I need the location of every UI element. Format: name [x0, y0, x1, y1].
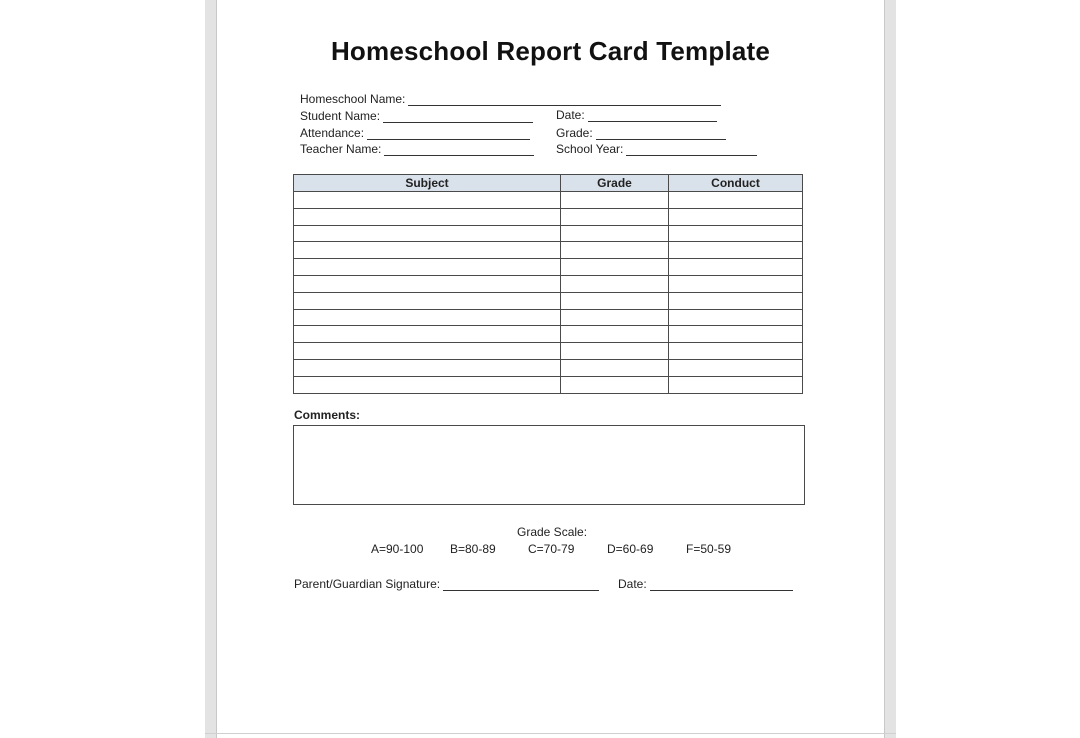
table-header-row [294, 175, 803, 192]
conduct-cell[interactable] [669, 326, 803, 343]
table-row [294, 359, 803, 376]
grade-cell[interactable] [561, 225, 669, 242]
grade-line[interactable] [596, 129, 726, 140]
document-title: Homeschool Report Card Template [330, 36, 771, 66]
grade-cell[interactable] [561, 192, 669, 209]
grade-scale-a: A=90-100 [371, 542, 424, 556]
student-name-field[interactable] [300, 109, 533, 123]
subject-cell[interactable] [294, 208, 561, 225]
conduct-cell[interactable] [669, 292, 803, 309]
grade-scale-f: F=50-59 [686, 542, 732, 556]
conduct-cell[interactable] [669, 376, 803, 393]
signature-date-field[interactable] [618, 577, 793, 591]
conduct-cell[interactable] [669, 359, 803, 376]
table-row [294, 192, 803, 209]
subject-cell[interactable] [294, 292, 561, 309]
grade-column-header: Grade [561, 175, 669, 192]
grade-cell[interactable] [561, 359, 669, 376]
conduct-cell[interactable] [669, 259, 803, 276]
school-year-field[interactable] [556, 142, 757, 156]
grade-cell[interactable] [561, 259, 669, 276]
parent-signature-line[interactable] [443, 580, 599, 591]
right-page-gutter [884, 0, 896, 738]
conduct-cell[interactable] [669, 208, 803, 225]
table-row [294, 326, 803, 343]
table-row [294, 343, 803, 360]
grade-label: Grade: [556, 126, 593, 140]
grades-table [293, 174, 803, 394]
grade-scale-title: Grade Scale: [517, 525, 588, 539]
subject-column-header: Subject [294, 175, 561, 192]
subject-cell[interactable] [294, 309, 561, 326]
grade-cell[interactable] [561, 292, 669, 309]
table-row [294, 275, 803, 292]
conduct-cell[interactable] [669, 343, 803, 360]
attendance-line[interactable] [367, 129, 530, 140]
student-name-label: Student Name: [300, 109, 381, 123]
teacher-name-line[interactable] [384, 145, 534, 156]
subject-cell[interactable] [294, 343, 561, 360]
grade-cell[interactable] [561, 309, 669, 326]
subject-cell[interactable] [294, 326, 561, 343]
grade-cell[interactable] [561, 275, 669, 292]
grade-scale-c: C=70-79 [528, 542, 575, 556]
teacher-name-label: Teacher Name: [300, 142, 382, 156]
page-edge-right [884, 0, 885, 738]
school-year-line[interactable] [626, 145, 757, 156]
subject-cell[interactable] [294, 376, 561, 393]
date-label: Date: [556, 108, 585, 122]
conduct-cell[interactable] [669, 275, 803, 292]
document-page [217, 0, 884, 733]
conduct-column-header: Conduct [669, 175, 803, 192]
attendance-label: Attendance: [300, 126, 365, 140]
table-row [294, 259, 803, 276]
comments-box[interactable] [293, 425, 805, 505]
subject-cell[interactable] [294, 192, 561, 209]
subject-cell[interactable] [294, 242, 561, 259]
table-row [294, 292, 803, 309]
table-row [294, 208, 803, 225]
homeschool-name-line[interactable] [408, 95, 721, 106]
student-name-line[interactable] [383, 112, 533, 123]
date-field[interactable] [556, 108, 717, 122]
conduct-cell[interactable] [669, 309, 803, 326]
date-line[interactable] [588, 111, 717, 122]
comments-label: Comments: [294, 408, 361, 422]
homeschool-name-label: Homeschool Name: [300, 92, 406, 106]
table-row [294, 225, 803, 242]
grade-cell[interactable] [561, 208, 669, 225]
homeschool-name-field[interactable] [300, 92, 721, 106]
grade-cell[interactable] [561, 343, 669, 360]
page-bottom-edge [205, 733, 896, 734]
grades-table-body [294, 192, 803, 394]
subject-cell[interactable] [294, 275, 561, 292]
table-row [294, 309, 803, 326]
conduct-cell[interactable] [669, 192, 803, 209]
parent-signature-label: Parent/Guardian Signature: [294, 577, 441, 591]
table-row [294, 242, 803, 259]
subject-cell[interactable] [294, 259, 561, 276]
school-year-label: School Year: [556, 142, 624, 156]
parent-signature-field[interactable] [294, 577, 599, 591]
teacher-name-field[interactable] [300, 142, 534, 156]
grade-cell[interactable] [561, 326, 669, 343]
grade-cell[interactable] [561, 376, 669, 393]
signature-date-label: Date: [618, 577, 647, 591]
grade-field[interactable] [556, 126, 726, 140]
subject-cell[interactable] [294, 225, 561, 242]
table-row [294, 376, 803, 393]
signature-date-line[interactable] [650, 580, 793, 591]
grade-scale-d: D=60-69 [607, 542, 654, 556]
conduct-cell[interactable] [669, 242, 803, 259]
attendance-field[interactable] [300, 126, 530, 140]
grade-cell[interactable] [561, 242, 669, 259]
subject-cell[interactable] [294, 359, 561, 376]
grade-scale-b: B=80-89 [450, 542, 496, 556]
conduct-cell[interactable] [669, 225, 803, 242]
